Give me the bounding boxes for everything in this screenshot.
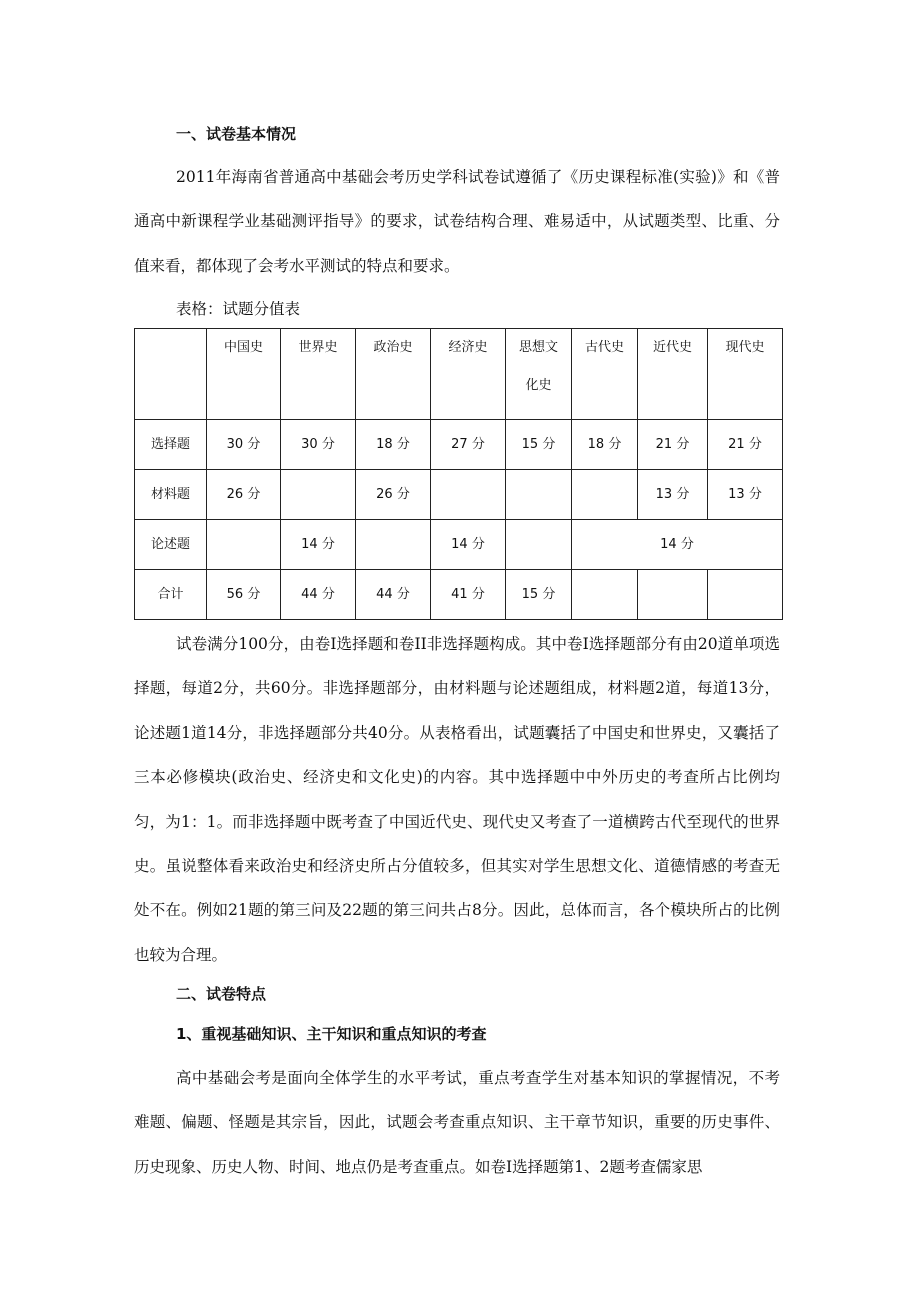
table-cell: 21 分: [708, 420, 783, 470]
table-header-cell: 近代史: [638, 329, 708, 420]
table-cell: [572, 570, 638, 620]
table-cell: 14 分: [431, 520, 506, 570]
table-cell: [356, 520, 431, 570]
table-cell: 15 分: [506, 420, 572, 470]
table-cell: [506, 470, 572, 520]
table-cell-merged: 14 分: [572, 520, 783, 570]
final-paragraph: 高中基础会考是面向全体学生的水平考试，重点考查学生对基本知识的掌握情况，不考难题、偏题、怪题是其宗旨，因此，试题会考查重点知识、主干章节知识，重要的历史事件、历史现象、历史人物、时间、地点仍是考查重点。如卷I选择题第1、2题考查儒家思: [134, 1069, 780, 1176]
row-label: 选择题: [135, 420, 207, 470]
table-cell: 30 分: [281, 420, 356, 470]
intro-paragraph: 2011年海南省普通高中基础会考历史学科试卷试遵循了《历史课程标准(实验)》和《普通高中新课程学业基础测评指导》的要求，试卷结构合理、难易适中，从试题类型、比重、分值来看，都体现了会考水平测试的特点和要求。: [134, 168, 780, 275]
table-header-cell: 现代史: [708, 329, 783, 420]
table-header-cell: 中国史: [207, 329, 281, 420]
table-header-cell: 政治史: [356, 329, 431, 420]
table-cell: 14 分: [281, 520, 356, 570]
table-cell: [207, 520, 281, 570]
table-cell: 27 分: [431, 420, 506, 470]
table-cell: 30 分: [207, 420, 281, 470]
table-cell: [431, 470, 506, 520]
table-cell: 18 分: [572, 420, 638, 470]
analysis-paragraph: 试卷满分100分，由卷I选择题和卷II非选择题构成。其中卷I选择题部分有由20道单项选择题，每道2分，共60分。非选择题部分，由材料题与论述题组成，材料题2道，每道13分，论述题1道14分，非选择题部分共40分。从表格看出，试题囊括了中国史和世界史，又囊括了三本必修模块(政治史、经济史和文化史)的内容。其中选择题中中外历史的考查所占比例均匀，为1：1。而非选择题中既考查了中国近代史、现代史又考查了一道横跨古代至现代的世界史。虽说整体看来政治史和经济史所占分值较多，但其实对学生思想文化、道德情感的考查无处不在。例如21题的第三问及22题的第三问共占8分。因此，总体而言，各个模块所占的比例也较为合理。: [134, 635, 780, 964]
table-header-cell: 古代史: [572, 329, 638, 420]
table-cell: 21 分: [638, 420, 708, 470]
table-cell: 13 分: [708, 470, 783, 520]
table-row: [135, 520, 783, 570]
table-cell: [572, 470, 638, 520]
table-corner-cell: [135, 329, 207, 420]
table-cell: 44 分: [281, 570, 356, 620]
table-header-cell-thought-culture: [506, 329, 572, 420]
table-cell: [638, 570, 708, 620]
table-row: [135, 470, 783, 520]
row-label: 合计: [135, 570, 207, 620]
score-table: [134, 328, 783, 620]
table-cell: [281, 470, 356, 520]
table-row: [135, 570, 783, 620]
header-thought-line2: 化史: [525, 378, 552, 393]
table-cell: 41 分: [431, 570, 506, 620]
table-header-cell: 世界史: [281, 329, 356, 420]
section-heading-features: 二、试卷特点: [176, 985, 267, 1003]
table-header-row: [135, 329, 783, 420]
table-cell: 26 分: [356, 470, 431, 520]
section-heading-basic-info: 一、试卷基本情况: [176, 125, 297, 143]
table-cell: [506, 520, 572, 570]
table-cell: 44 分: [356, 570, 431, 620]
row-label: 材料题: [135, 470, 207, 520]
table-cell: [708, 570, 783, 620]
table-cell: 18 分: [356, 420, 431, 470]
table-row: [135, 420, 783, 470]
header-thought-line1: 思想文: [518, 340, 558, 355]
table-caption: 表格：试题分值表: [176, 300, 301, 318]
subsection-heading-basic-knowledge: 1、重视基础知识、主干知识和重点知识的考查: [176, 1025, 487, 1043]
table-cell: 15 分: [506, 570, 572, 620]
table-cell: 56 分: [207, 570, 281, 620]
table-cell: 13 分: [638, 470, 708, 520]
row-label: 论述题: [135, 520, 207, 570]
table-cell: 26 分: [207, 470, 281, 520]
table-header-cell: 经济史: [431, 329, 506, 420]
